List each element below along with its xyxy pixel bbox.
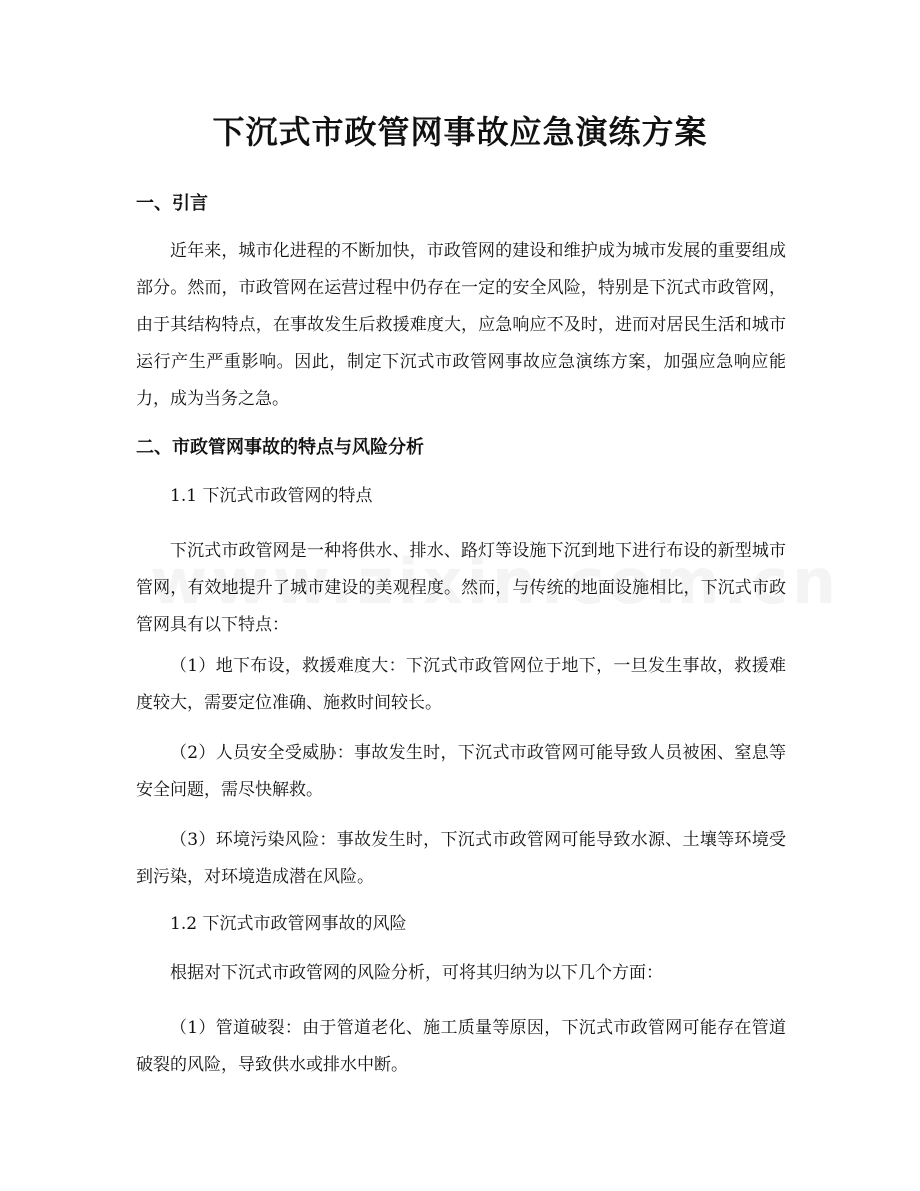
section-heading-risk-analysis: 二、市政管网事故的特点与风险分析 [136,437,424,458]
features-intro-paragraph: 下沉式市政管网是一种将供水、排水、路灯等设施下沉到地下进行布设的新型城市管网，有效地提升了城市建设的美观程度。然而，与传统的地面设施相比，下沉式市政管网具有以下特点： [136,541,786,635]
page-title: 下沉式市政管网事故应急演练方案 [212,113,708,151]
feature-item-1: （1）地下布设，救援难度大：下沉式市政管网位于地下，一旦发生事故，救援难度较大，需要定位准确、施救时间较长。 [136,656,786,713]
subsection-heading-risks: 1.2 下沉式市政管网事故的风险 [170,914,407,934]
section-heading-intro: 一、引言 [136,193,208,214]
risk-item-1: （1）管道破裂：由于管道老化、施工质量等原因，下沉式市政管网可能存在管道破裂的风险，导致供水或排水中断。 [136,1018,786,1075]
subsection-heading-features: 1.1 下沉式市政管网的特点 [170,486,373,506]
feature-item-3: （3）环境污染风险：事故发生时，下沉式市政管网可能导致水源、土壤等环境受到污染，对环境造成潜在风险。 [136,830,786,887]
risks-intro-paragraph: 根据对下沉式市政管网的风险分析，可将其归纳为以下几个方面： [170,963,663,983]
intro-paragraph: 近年来，城市化进程的不断加快，市政管网的建设和维护成为城市发展的重要组成部分。然而，市政管网在运营过程中仍存在一定的安全风险，特别是下沉式市政管网，由于其结构特点，在事故发生后救援难度大，应急响应不及时，进而对居民生活和城市运行产生严重影响。因此，制定下沉式市政管网事故应急演练方案，加强应急响应能力，成为当务之急。 [136,241,786,409]
feature-item-2: （2）人员安全受威胁：事故发生时，下沉式市政管网可能导致人员被困、窒息等安全问题，需尽快解救。 [136,743,786,800]
